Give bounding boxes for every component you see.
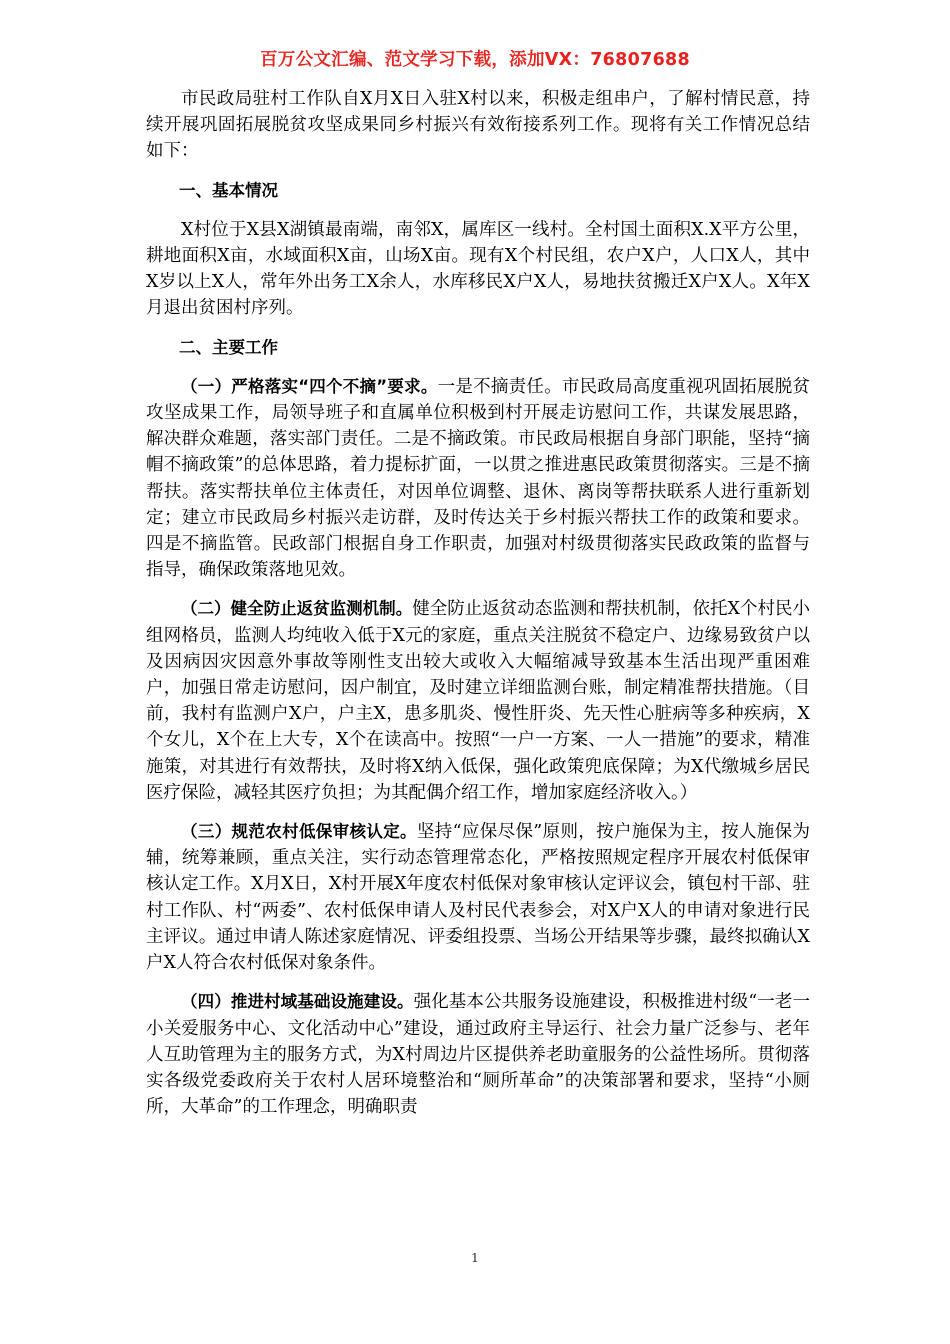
intro-paragraph: 市民政局驻村工作队自X月X日入驻X村以来，积极走组串户，了解村情民意，持续开展巩固拓展脱贫攻坚成果同乡村振兴有效衔接系列工作。现将有关工作情况总结如下： <box>146 89 810 162</box>
section-heading-basic: 一、基本情况 <box>179 180 278 200</box>
work-item-lead: （一）严格落实“四个不摘”要求。 <box>181 376 438 396</box>
work-item-body: 健全防止返贫动态监测和帮扶机制，依托X个村民小组网格员，监测人均纯收入低于X元的家庭，重点关注脱贫不稳定户、边缘易致贫户以及因病因灾因意外事故等刚性支出较大或收入大幅缩减导致基本生活出现严重困难户，加强日常走访慰问，因户制宜，及时建立详细监测台账，制定精准帮扶措施。（目前，我村有监测户X户，户主X，患多肌炎、慢性肝炎、先天性心脏病等多种疾病，X个女儿，X个在上大专，X个在读高中。按照“一户一方案、一人一措施”的要求，精准施策，对其进行有效帮扶，及时将X纳入低保，强化政策兜底保障；为X代缴城乡居民医疗保险，减轻其医疗负担；为其配偶介绍工作，增加家庭经济收入。） <box>146 599 811 803</box>
work-item-paragraph <box>146 596 810 806</box>
basic-info-paragraph: X村位于X县X湖镇最南端，南邻X，属库区一线村。全村国土面积X.X平方公里，耕地面积X亩，水域面积X亩，山场X亩。现有X个村民组，农户X户，人口X人，其中X岁以上X人，常年外出务工X余人，水库移民X户X人，易地扶贫搬迁X户X人。X年X月退出贫困村序列。 <box>146 219 810 319</box>
section-heading-main-work: 二、主要工作 <box>179 337 278 357</box>
work-item-body: 强化基本公共服务设施建设，积极推进村级“一老一小关爱服务中心、文化活动中心”建设，通过政府主导运行、社会力量广泛参与、老年人互助管理为主的服务方式，为X村周边片区提供养老助童服务的公益性场所。贯彻落实各级党委政府关于农村人居环境整治和“厕所革命”的决策部署和要求，坚持“小厕所，大革命”的工作理念，明确职责 <box>146 992 810 1118</box>
work-item-lead: （四）推进村域基础设施建设。 <box>181 992 414 1012</box>
promo-banner: 百万公文汇编、范文学习下载，添加VX：76807688 <box>259 50 691 70</box>
work-item-paragraph <box>146 819 810 976</box>
work-item-lead: （三）规范农村低保审核认定。 <box>181 822 417 842</box>
work-item-paragraph <box>146 989 810 1120</box>
work-item-paragraph <box>146 374 810 584</box>
work-item-body: 一是不摘责任。市民政局高度重视巩固拓展脱贫攻坚成果工作，局领导班子和直属单位积极到村开展走访慰问工作，共谋发展思路，解决群众难题，落实部门责任。二是不摘政策。市民政局根据自身部门职能，坚持“摘帽不摘政策”的总体思路，着力提标扩面，一以贯之推进惠民政策贯彻落实。三是不摘帮扶。落实帮扶单位主体责任，对因单位调整、退休、离岗等帮扶联系人进行重新划定；建立市民政局乡村振兴走访群，及时传达关于乡村振兴帮扶工作的政策和要求。四是不摘监管。民政部门根据自身工作职责，加强对村级贯彻落实民政政策的监督与指导，确保政策落地见效。 <box>146 376 810 581</box>
page-number: 1 <box>471 1250 479 1265</box>
document-body <box>146 86 810 1120</box>
work-item-body: 坚持“应保尽保”原则，按户施保为主，按人施保为辅，统筹兼顾，重点关注，实行动态管理常态化，严格按照规定程序开展农村低保审核认定工作。X月X日，X村开展X年度农村低保对象审核认定评议会，镇包村干部、驻村工作队、村“两委”、农村低保申请人及村民代表参会，对X户X人的申请对象进行民主评议。通过申请人陈述家庭情况、评委组投票、当场公开结果等步骤，最终拟确认X户X人符合农村低保对象条件。 <box>146 822 810 974</box>
work-item-lead: （二）健全防止返贫监测机制。 <box>181 599 413 619</box>
